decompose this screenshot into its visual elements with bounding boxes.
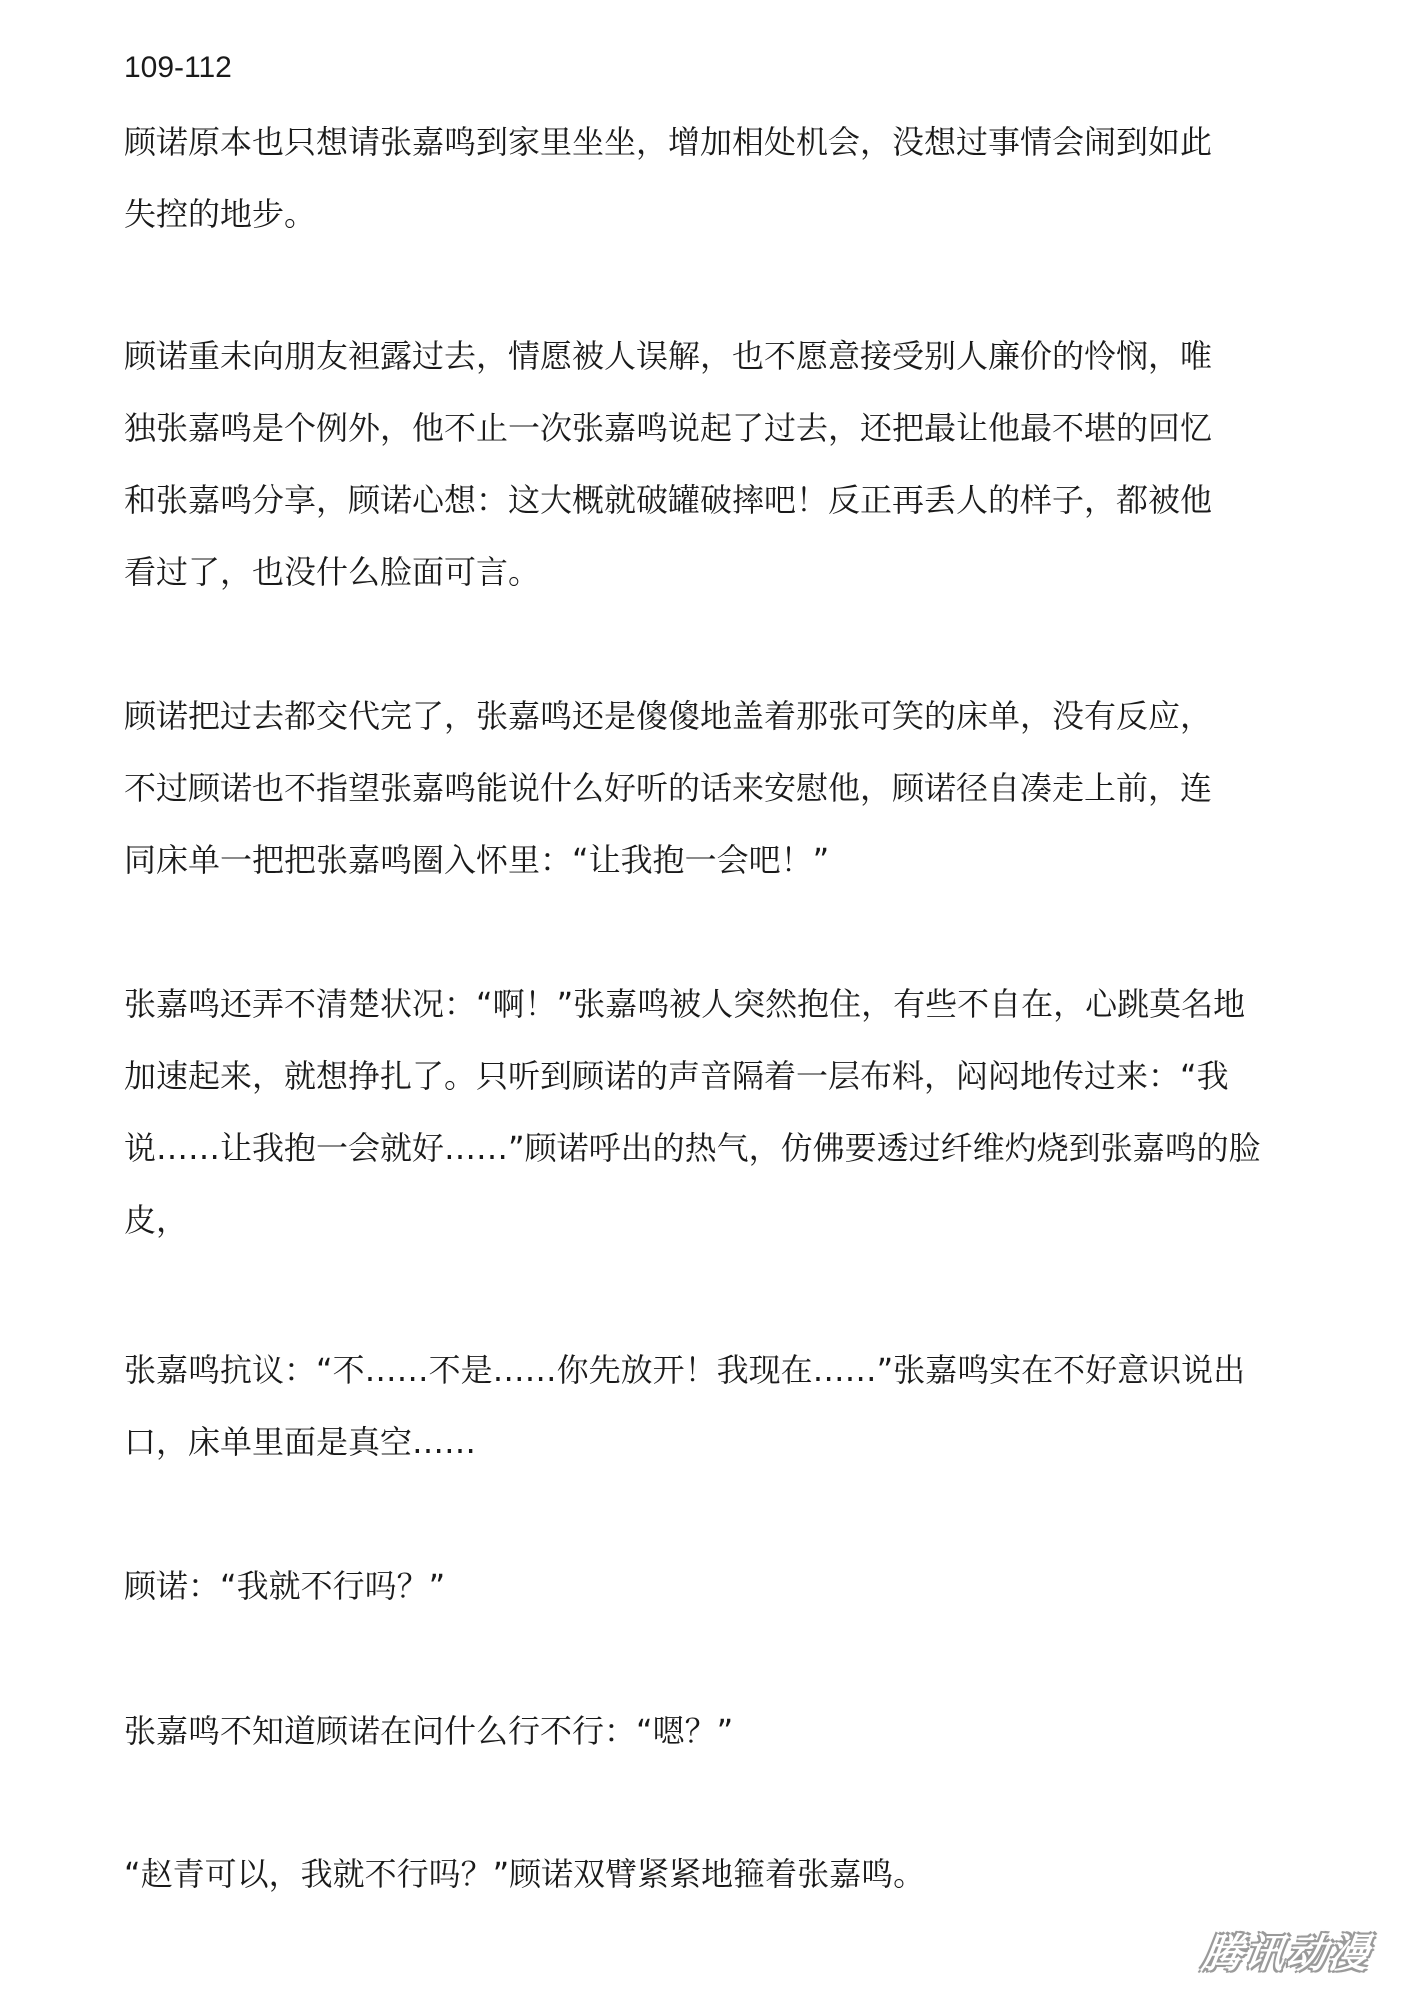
paragraph-line: 口，床单里面是真空…… [124,1423,477,1461]
paragraph-6 [124,1550,1302,1622]
paragraph-4 [124,968,1302,1256]
paragraph-8 [124,1838,1302,1910]
paragraph-line: 顾诺：“我就不行吗？” [124,1567,446,1605]
paragraph-line: 失控的地步。 [124,195,317,233]
paragraph-line: 张嘉鸣不知道顾诺在问什么行不行：“嗯？” [124,1712,734,1750]
paragraph-line: 张嘉鸣抗议：“不……不是……你先放开！我现在……”张嘉鸣实在不好意识说出 [124,1351,1246,1389]
paragraph-line: 张嘉鸣还弄不清楚状况：“啊！”张嘉鸣被人突然抱住，有些不自在，心跳莫名地 [124,985,1246,1023]
paragraph-5 [124,1334,1302,1478]
paragraph-line: 独张嘉鸣是个例外，他不止一次张嘉鸣说起了过去，还把最让他最不堪的回忆 [124,409,1213,447]
paragraph-line: “赵青可以，我就不行吗？”顾诺双臂紧紧地箍着张嘉鸣。 [124,1855,926,1893]
paragraph-line: 同床单一把把张嘉鸣圈入怀里：“让我抱一会吧！” [124,841,830,879]
paragraph-line: 不过顾诺也不指望张嘉鸣能说什么好听的话来安慰他，顾诺径自凑走上前，连 [124,769,1213,807]
paragraph-line: 看过了，也没什么脸面可言。 [124,553,541,591]
paragraph-7 [124,1695,1302,1767]
paragraph-line: 顾诺原本也只想请张嘉鸣到家里坐坐，增加相处机会，没想过事情会闹到如此 [124,123,1213,161]
paragraph-2 [124,320,1302,608]
watermark-text: 腾讯动漫 [1199,1930,1374,1977]
paragraph-line: 和张嘉鸣分享，顾诺心想：这大概就破罐破摔吧！反正再丢人的样子，都被他 [124,481,1213,519]
watermark-logo [1180,1922,1394,1978]
paragraph-line: 顾诺重未向朋友袒露过去，情愿被人误解，也不愿意接受别人廉价的怜悯，唯 [124,337,1213,375]
page-number: 109-112 [124,51,232,84]
paragraph-line: 皮， [124,1201,189,1239]
paragraph-line: 加速起来，就想挣扎了。只听到顾诺的声音隔着一层布料，闷闷地传过来：“我 [124,1057,1229,1095]
paragraph-1 [124,106,1302,250]
paragraph-line: 说……让我抱一会就好……”顾诺呼出的热气，仿佛要透过纤维灼烧到张嘉鸣的脸 [124,1129,1261,1167]
paragraph-line: 顾诺把过去都交代完了，张嘉鸣还是傻傻地盖着那张可笑的床单，没有反应， [124,697,1213,735]
paragraph-3 [124,680,1302,896]
